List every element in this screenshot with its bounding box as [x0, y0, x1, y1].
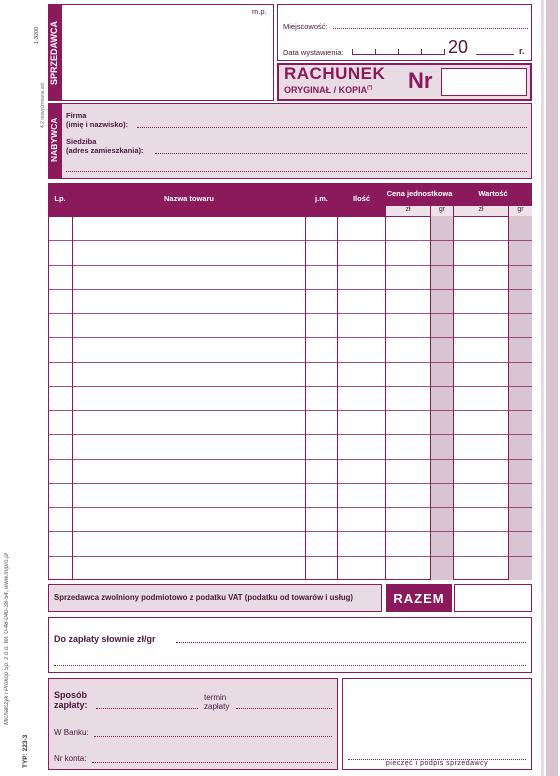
number-label: Nr [408, 68, 433, 93]
table-row-divider [48, 386, 532, 387]
buyer-seat-label [66, 137, 144, 155]
table-column-divider [72, 183, 73, 580]
document-subtitle-note: (*) [367, 85, 373, 91]
vat-note: Sprzedawca zwolniony podmiotowo z podatku VAT (podatku od towarów i usług) [54, 593, 354, 602]
col-header-unit: j.m. [315, 194, 328, 204]
document-subtitle [284, 85, 372, 95]
place-line[interactable] [333, 28, 528, 29]
payment-method-line[interactable] [96, 708, 198, 709]
table-row-divider [48, 265, 532, 266]
table-row-divider [48, 337, 532, 338]
table-row-divider [48, 362, 532, 363]
col-header-unit-price: Cena jednostkowa [386, 188, 453, 198]
table-column-divider [305, 183, 306, 580]
payment-term-label-2: zapłaty [204, 702, 230, 712]
seller-box [48, 4, 274, 101]
type-code: TYP: 223-3 [22, 734, 29, 768]
account-line[interactable] [92, 762, 332, 763]
col-header-lp: Lp. [54, 194, 66, 204]
col-header-qty: Ilość [352, 194, 371, 204]
value-gr-column-shade [509, 216, 532, 580]
table-row-divider [48, 434, 532, 435]
buyer-section-label: NABYWCA [49, 117, 59, 163]
stamp-placeholder-label: m.p. [252, 7, 267, 16]
table-column-divider [337, 183, 338, 580]
subheader-divider [386, 205, 453, 206]
table-row-divider [48, 531, 532, 532]
account-label: Nr konta: [54, 754, 87, 763]
table-row-divider [48, 507, 532, 508]
amount-in-words-line-1[interactable] [176, 642, 526, 643]
razem-value-field[interactable] [454, 584, 532, 612]
issue-date-field[interactable] [352, 46, 522, 56]
bank-label: W Banku: [54, 728, 89, 737]
form-code: 1-3200 [34, 26, 40, 44]
payment-method-label-1: Sposób [54, 690, 87, 700]
buyer-firm-label-1: Firma [66, 111, 87, 120]
issue-date-year-prefix: 20 [448, 37, 469, 57]
buyer-firm-line[interactable] [137, 127, 527, 128]
payment-term-line[interactable] [236, 708, 332, 709]
buyer-seat-line[interactable] [155, 153, 527, 154]
buyer-firm-label-2: (imię i nazwisko): [66, 120, 129, 129]
table-row-divider [48, 459, 532, 460]
table-column-divider [508, 205, 509, 580]
payment-method-label [54, 690, 88, 711]
payment-box [48, 678, 338, 770]
signature-label: pieczęć i podpis sprzedawcy [385, 760, 489, 767]
payment-method-label-2: zapłaty: [54, 700, 88, 711]
table-column-divider [385, 183, 386, 580]
right-stripe-outer [546, 0, 558, 776]
subheader-divider [454, 205, 532, 206]
document-title: RACHUNEK [284, 64, 386, 83]
buyer-seat-label-2: (adres zamieszkania): [66, 146, 144, 155]
buyer-firm-label [66, 111, 128, 129]
right-stripe-inner [541, 0, 544, 776]
price-gr-column-shade [431, 216, 453, 580]
document-subtitle-text: ORYGINAŁ / KOPIA [284, 85, 368, 95]
form-note: 4,2 nowy/zmiana art. [40, 81, 46, 128]
col-header-value: Wartość [478, 188, 508, 198]
col-header-price-zl: zł [405, 206, 411, 213]
col-header-price-gr: gr [438, 206, 446, 213]
table-column-divider [430, 205, 431, 580]
issue-date-year-suffix: r. [519, 46, 525, 56]
table-column-divider [453, 183, 454, 580]
col-header-value-gr: gr [517, 206, 524, 213]
amount-in-words-line-2[interactable] [54, 665, 526, 666]
print-info: Michalczyk i Prokop Sp. z o.o. tel. 0-48-040-38-54, www.mipro.pl [4, 553, 10, 725]
buyer-seat-label-1: Siedziba [66, 137, 97, 146]
issue-date-label: Data wystawienia: [283, 48, 344, 57]
items-table-body [48, 216, 532, 580]
table-row-divider [48, 289, 532, 290]
table-row-divider [48, 410, 532, 411]
signature-box[interactable] [342, 678, 532, 770]
payment-term-label [204, 693, 229, 711]
seller-section-label: SPRZEDAWCA [49, 20, 59, 85]
table-row-divider [48, 483, 532, 484]
table-row-divider [48, 556, 532, 557]
buyer-seat-line-2[interactable] [66, 171, 527, 172]
bank-line[interactable] [94, 736, 332, 737]
razem-label: RAZEM [386, 584, 452, 612]
number-field[interactable] [441, 68, 527, 96]
col-header-name: Nazwa towaru [163, 194, 214, 204]
table-row-divider [48, 313, 532, 314]
col-header-value-zl: zł [478, 206, 484, 213]
amount-in-words-label: Do zapłaty słownie zł/gr [54, 634, 156, 644]
place-label: Miejscowość: [283, 22, 328, 31]
table-row-divider [48, 240, 532, 241]
payment-term-label-1: termin [204, 693, 227, 702]
